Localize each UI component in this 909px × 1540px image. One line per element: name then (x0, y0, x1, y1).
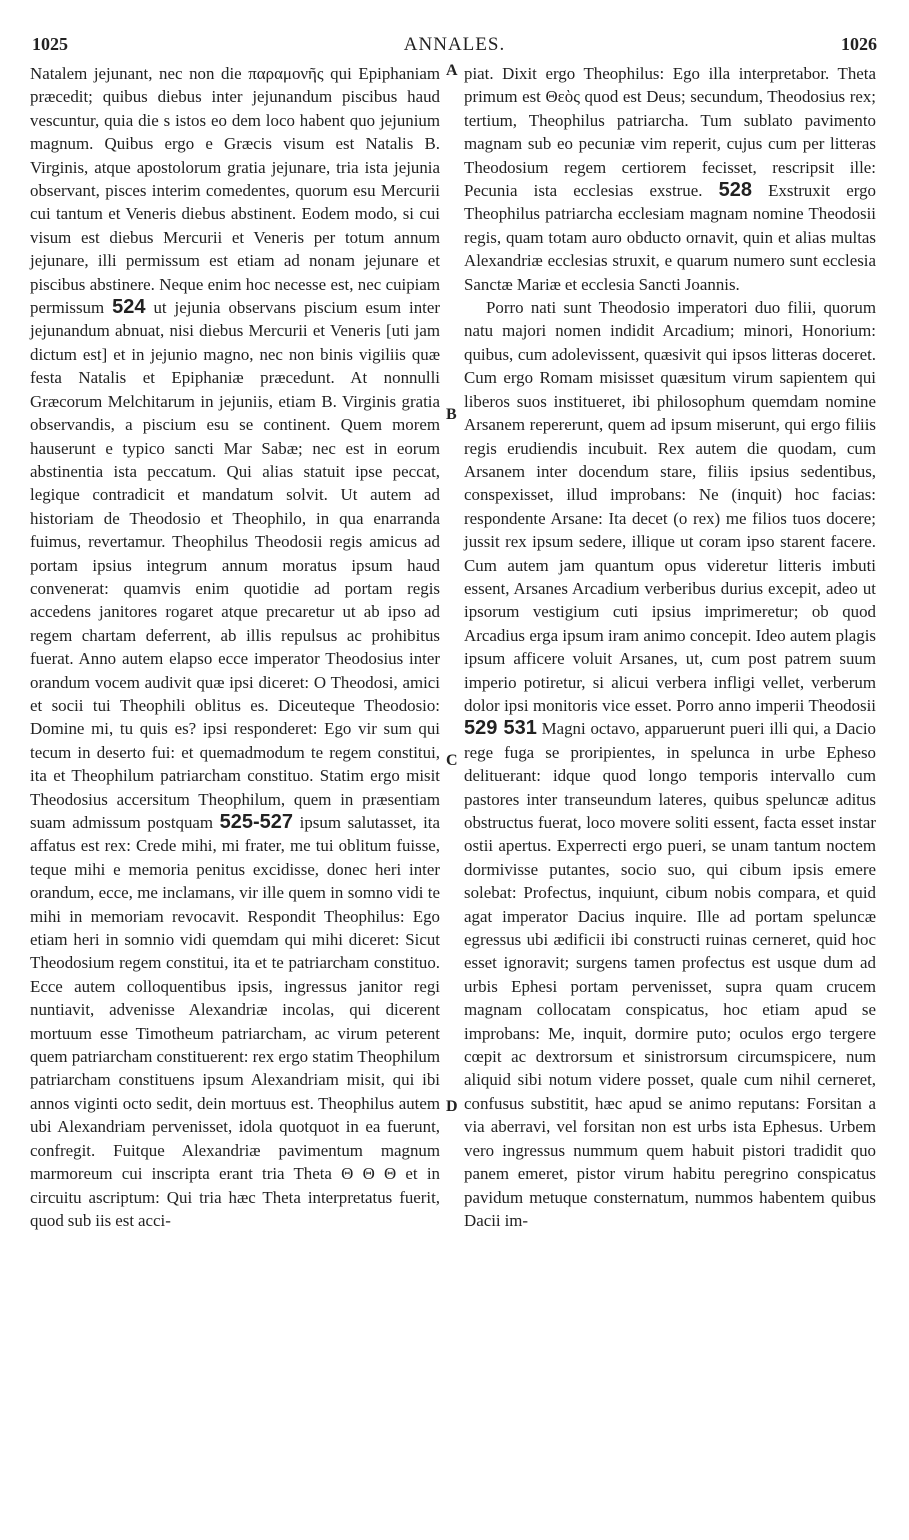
right-text-d: Magni octavo, apparuerunt pueri illi qui, a Dacio rege fuga se proripientes, in spelunca in urbe Epheso delituerant: idque quod longo temporis intervallo cum pastores inter transeundum lateres, quibus speluncæ aditus obstructus fuerat, loco movere soliti essent, facta esset instar ostii apertus. Experrecti ergo pueri, se unam tantum noctem dormivisse putantes, socio suo, qui cibum ipsis emere solebat: Profectus, inquiunt, cibum nobis compara, et quid agat imperator Dacius inquire. Ille ad portam speluncæ egressus ubi ædificii ibi constructi ruinas cerneret, quid hoc esset ignoravit; surgens tamen profectus est usque dum ad urbis Ephesi portam pervenisset, supra quam crucem magnam collocatam conspicatus, hoc etiam apud se improbans: Me, inquit, dormire puto; oculos ergo tergere cœpit ac dextrorsum et sinistrorsum circumspicere, num aliquid sibi notum videre posset, quale cum nihil cerneret, confusus substitit, hæc apud se animo reputans: Forsitan a via aberravi, vel forsitan non est urbs ista Ephesus. Urbem vero ingressus nummum quem habuit pistori tradidit quo panem emeret, pistor virum habitu peregrino conspicatus pavidum metuque consternatum, nummos habentem quibus Dacii im- (464, 719, 876, 1230)
section-number: 528 (718, 179, 752, 202)
right-paragraph-1 (464, 62, 876, 296)
left-column (30, 62, 440, 1232)
left-text-b: ut jejunia observans piscium esum inter jejunandum abnuat, nisi diebus Mercurii et Veneris [uti jam dictum est] et in jejunio magno, nec non binis vigiliis quæ festa Natalis et Epiphaniæ præcedunt. At nonnulli Græcorum Melchitarum in jejuniis, etiam B. Virginis gratia observandis, a piscium esu se continent. Quem morem hauserunt e typico sancti Mar Sabæ; nec est in eorum abstinentia ista peccatum. Qui alias statuit ipse peccat, legique contradicit et mandatum solvit. Ut autem ad historiam de Theodosio et Theophilo, in qua enarranda fuimus, revertamur. Theophilus Theodosii regis amicus ad portam ipsius integrum annum moratus ipsum haud convenerat: quamvis enim quotidie ad portam regis accedens janitores rogaret atque precaretur ut ab ipso ad regem chartam deferrent, ab illis repulsus ac prohibitus fuerat. Anno autem elapso ecce imperator Theodosius inter orandum vocem audivit quæ ipsi diceret: O Theodosi, amici et socii tui Theophili oblitus es. Diceuteque Theodosio: Domine mi, tu quis es? ipsi responderet: Ego vir sum qui tecum in deserto fui: et quemadmodum te regem constitui, ita et Theophilum patriarcham constituo. Statim ergo misit Theodosius accersitum Theophilum, quem in præsentiam suam admissum postquam (30, 298, 440, 832)
margin-letter-a: A (446, 62, 458, 79)
running-title: ANNALES. (403, 34, 506, 55)
right-text-a: piat. Dixit ergo Theophilus: Ego illa interpretabor. Theta primum est Θεὸς quod est Deus; secundum, Theodosius rex; tertium, Theophilus patriarcha. Tum sublato pavimento magnam sub eo pecuniæ vim reperit, cujus cum per litteras Theodosium regem certiorem fecisset, rescripsit ille: Pecunia ista ecclesias exstrue. (464, 64, 876, 201)
page-header (32, 34, 877, 60)
section-number: 525-527 (219, 811, 294, 833)
left-paragraph (30, 62, 440, 1232)
margin-letter-b: B (446, 406, 457, 423)
right-page-number: 1026 (841, 34, 877, 54)
left-text-c: ipsum salutasset, ita affatus est rex: Crede mihi, mi frater, me tui oblitum fuisse, teque mihi e memoria penitus excidisse, donec heri inter orandum, ecce, me inclamans, vir ille quem in somno vidi te mihi in memoriam revocavit. Respondit Theophilus: Ego etiam heri in somnio vidi quemdam qui mihi diceret: Sicut Theodosium regem constitui, ita et te patriarcham constituo. Ecce autem colloquentibus ipsis, ingressus janitor regi nuntiavit, advenisse Alexandriæ incolas, qui dicerent mortuum esse Timotheum patriarcham, ac virum peterent quem patriarcham constituerent: rex ergo statim Theophilum patriarcham constituens ipsum Alexandriam misit, qui ibi annos viginti octo sedit, dein mortuus est. Theophilus autem ubi Alexandriam pervenisset, idola quotquot in ea fuerunt, confregit. Fuitque Alexandriæ pavimentum magnum marmoreum cui inscripta erant tria Theta Θ Θ Θ et in circuitu ascriptum: Qui tria hæc Theta interpretatus fuerit, quod sub iis est acci- (30, 813, 441, 1230)
section-number: 529 531 (464, 717, 537, 740)
margin-letter-d: D (446, 1098, 458, 1115)
right-text-b: Exstruxit ergo Theophilus patriarcha ecclesiam magnam nomine Theodosii regis, quam totam auro obducto ornavit, quin et alias multas Alexandriæ ecclesias struxit, e quarum numero sunt ecclesia Sanctæ Mariæ et ecclesia Sancti Joannis. (464, 181, 876, 294)
right-column (464, 62, 876, 1232)
left-page-number: 1025 (32, 34, 68, 54)
right-paragraph-2 (464, 296, 876, 1232)
margin-letter-c: C (446, 752, 458, 769)
right-text-c: Porro nati sunt Theodosio imperatori duo filii, quorum natu majori nomen indidit Arcadium; minori, Honorium: quibus, cum adolevissent, quæsivit qui ipsos litteras doceret. Cum ergo Romam misisset quæsitum virum sapientem qui liberos suos institueret, ibi philosophum quemdam nomine Arsanem repererunt, quem ad ipsum miserunt, qui ergo filiis regis erudiendis incubuit. Rex autem die quodam, cum Arsanem inter docendum stare, filiis ipsius sedentibus, conspexisset, illud improbans: Ne (inquit) hoc facias: respondente Arsane: Ita decet (o rex) me filios tuos docere; jussit rex ipsum sedere, illique ut coram ipso starent facere. Cum autem jam quantum opus videretur litteris imbuti essent, Arsanes Arcadium verberibus durius excepit, adeo ut ipsorum vestigium cuti ipsius imprimeretur; ob quod Arcadius erga ipsum iram animo concepit. Ideo autem plagis ipsum afficere voluit Arsanes, ut, cum post patrem suum imperio potiretur, si alicui verbera infligi vellet, verberum dolor ipsi monitoris vice esset. Porro anno imperii Theodosii (464, 298, 876, 715)
section-number: 524 (112, 296, 146, 319)
left-text-a: Natalem jejunant, nec non die παραμονῆς qui Epiphaniam præcedit; quibus diebus inter jejunandum piscibus haud vescuntur, quia die s istos eo dem loco habent quo jejunium magnum. Quibus ergo e Græcis visum est Natalis B. Virginis, atque apostolorum gratia jejunare, tria ista jejunia observant, pisces interim comedentes, quorum esu Mercurii cui tantum et Veneris diebus abstinent. Eodem modo, si cui visum est diebus Mercurii et Veneris per totum annum jejunare, illi permissum est etiam ad nonam jejunare et piscibus abstinere. Neque enim hoc necesse est, nec cuipiam permissum (30, 64, 440, 318)
